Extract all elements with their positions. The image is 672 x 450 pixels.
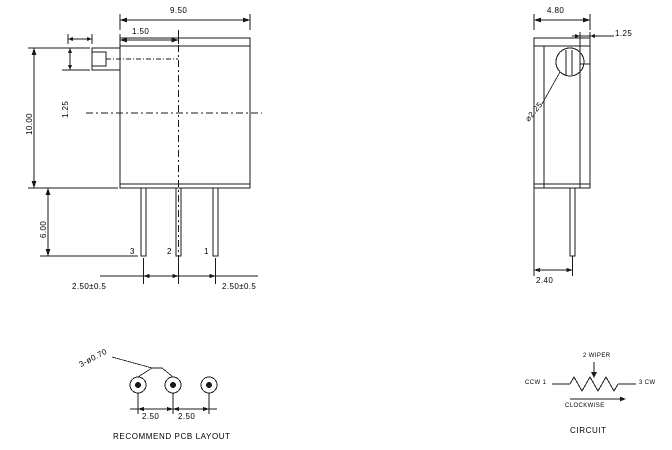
front-view-pins [141,188,218,256]
dim-pitch [100,258,258,284]
pcb-layout-caption: RECOMMEND PCB LAYOUT [113,432,231,441]
dim-label-pitch-right: 2.50±0.5 [222,282,257,291]
dim-4-80 [534,14,590,30]
circuit-wiper-label: 2 WIPER [583,353,611,359]
pcb-dim-left: 2.50 [142,412,160,421]
dim-label-pitch-left: 2.50±0.5 [72,282,107,291]
dim-label-1-50: 1.50 [132,27,150,36]
dim-label-1-25: 1.25 [61,100,70,118]
dim-label-1-25-side: 1.25 [615,29,633,38]
dim-label-9-50: 9.50 [170,6,188,15]
dim-1-25-side [572,32,614,40]
side-view-pin [570,188,575,256]
pcb-hole-note: 3-ø0.70 [77,346,109,370]
pcb-dim-right: 2.50 [178,412,196,421]
dim-2-40 [534,188,573,276]
dim-label-10-00: 10.00 [25,112,34,135]
circuit-caption: CIRCUIT [570,426,607,435]
pin-label-2: 2 [167,247,172,256]
dim-label-screw-diameter: ⌀2.25 [523,100,545,124]
circuit-cw-label: 3 CW [639,380,656,386]
circuit-direction-label: CLOCKWISE [565,403,605,409]
dim-diameter-leader [542,72,560,104]
dim-label-4-80: 4.80 [547,6,565,15]
dim-6-00 [40,188,138,256]
dim-label-2-40: 2.40 [536,276,554,285]
pcb-layout [112,357,217,414]
circuit-symbol [552,362,636,401]
pin-label-3: 3 [130,247,135,256]
pin-label-1: 1 [204,247,209,256]
circuit-ccw-label: CCW 1 [525,380,547,386]
dim-label-6-00: 6.00 [39,220,48,238]
dim-10-00 [25,48,118,188]
dim-1-50 [120,34,179,44]
dim-1-25 [62,34,92,70]
side-view-body [534,38,590,188]
